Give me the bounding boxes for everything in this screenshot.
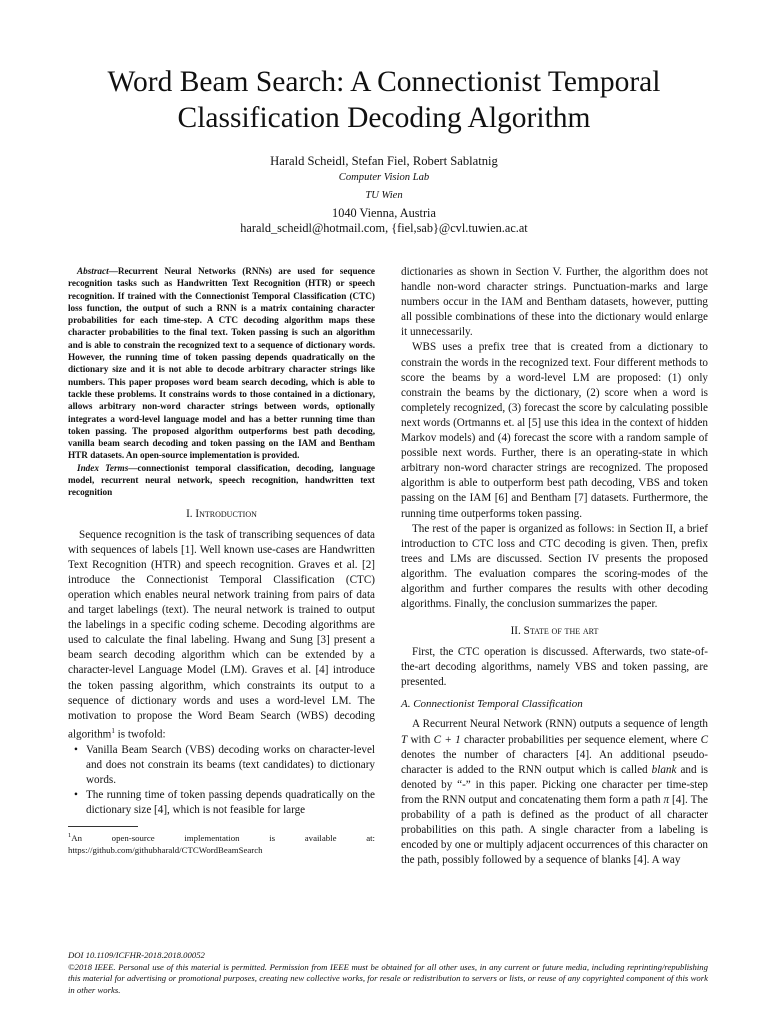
intro-text-end: is twofold: <box>114 728 166 741</box>
math-C: C <box>700 733 708 746</box>
affiliation-university: TU Wien <box>365 190 403 201</box>
address: 1040 Vienna, Austria <box>332 206 436 220</box>
text-span: denotes the number of characters [4]. An additional pseudo-character is added to the RNN output which is called <box>401 748 708 776</box>
abstract-text: —Recurrent Neural Networks (RNNs) are used for sequence recognition tasks such as Handwritten Text Recognition (HTR) or speech recognition. If trained with the Connectionist Temporal Classification (CTC) loss function, the output of such a RNN is a matrix containing character probabilities for each time-step. A CTC decoding algorithm maps these character probabilities to the final text. Token passing is such an algorithm and is able to constrain the recognized text to a sequence of dictionary words. However, the running time of token passing depends quadratically on the dictionary size and it is not able to decode arbitrary character strings like numbers. This paper proposes word beam search decoding, which is able to tackle these problems. It constrains words to those contained in a dictionary, allows arbitrary non-word character strings between words, optionally integrates a word-level language model and has a better running time than token passing. The proposed algorithm outperforms best path decoding, vanilla beam search decoding and token passing on the IAM and Bentham HTR datasets. An open-source implementation is provided. <box>68 266 375 461</box>
text-span: with <box>407 733 434 746</box>
copyright-notice: ©2018 IEEE. Personal use of this material is permitted. Permission from IEEE must be obtained for all other uses, in any current or future media, including reprinting/republishing this material for advertising or promotional purposes, creating new collective works, for resale or redistribution to servers or lists, or reuse of any copyrighted component of this work in other works. <box>68 962 708 995</box>
section-heading-state-of-the-art: II. State of the art <box>510 625 599 638</box>
abstract <box>68 265 375 462</box>
list-item: • Vanilla Beam Search (VBS) decoding works on character-level and does not constrain its beams (text candidates) to dictionary words. <box>86 743 375 788</box>
text-span: A Recurrent Neural Network (RNN) outputs a sequence of length <box>412 718 708 731</box>
paragraph: The rest of the paper is organized as follows: in Section II, a brief introduction to CTC loss and CTC decoding is given. Then, prefix trees and LMs are discussed. Section IV presents the proposed algorithm. The evaluation compares the scoring-modes of the algorithm and further compares the results with other decoding algorithms. Finally, the conclusion summarizes the paper. <box>401 522 708 611</box>
paragraph: dictionaries as shown in Section V. Further, the algorithm does not handle non-word character strings. Punctuation-marks and large numbers occur in the IAM and Bentham datasets, however, putting all possible combinations of these into the dictionary would enlarge it unnecessarily. <box>401 266 708 339</box>
title-line-1: Word Beam Search: A Connectionist Temporal <box>107 66 661 98</box>
list-item: • The running time of token passing depends quadratically on the dictionary size [4], which is not feasible for large <box>86 788 375 818</box>
paragraph: First, the CTC operation is discussed. Afterwards, two state-of-the-art decoding algorithms, namely VBS and token passing, are presented. <box>401 646 708 689</box>
footnote <box>68 830 375 856</box>
text-span: character probabilities per sequence element, where <box>460 733 701 746</box>
index-terms-label: Index Terms <box>77 462 129 473</box>
intro-paragraph <box>68 528 375 743</box>
abstract-label: Abstract <box>77 266 109 276</box>
footnote-text: An open-source implementation is available at: https://github.com/githubharald/CTCWordBeamSearch <box>68 833 375 855</box>
math-pi: π <box>663 793 670 806</box>
title-line-2: Classification Decoding Algorithm <box>177 102 591 134</box>
intro-text: Sequence recognition is the task of transcribing sequences of data with sequences of labels [1]. Well known use-cases are Handwritten Text Recognition (HTR) and speech recognition. Graves et al. [2] introduce the Connectionist Temporal Classification (CTC) operation which enables neural network training from pairs of data and target labelings (text). The neural network is trained to output the labelings in a specific coding scheme. Decoding algorithms are used to calculate the final labeling. Hwang and Sung [3] present a beam search decoding algorithm which can be extended by a character-level Language Model (LM). Graves et al. [4] introduce the token passing algorithm, which constraints its output to a sequence of dictionary words and uses a word-level LM. The motivation to propose the Word Beam Search (WBS) decoding algorithm <box>68 528 375 741</box>
subsection-heading-ctc: A. Connectionist Temporal Classification <box>401 698 583 711</box>
author-emails: harald_scheidl@hotmail.com, {fiel,sab}@cvl.tuwien.ac.at <box>240 221 528 235</box>
motivation-list <box>68 743 375 818</box>
text-span: and is denoted by “-” in this paper. Picking one character per time-step from the RNN output and concatenating them form a path <box>401 763 708 806</box>
paper-title <box>60 64 708 136</box>
right-column <box>401 265 708 868</box>
ctc-paragraph <box>401 717 708 868</box>
footnote-divider <box>68 826 138 827</box>
doi: DOI 10.1109/ICFHR-2018.2018.00052 <box>68 950 205 960</box>
footnote-mark: 1 <box>68 832 72 840</box>
index-terms <box>68 462 375 499</box>
left-column <box>68 265 375 856</box>
math-T: T <box>401 733 408 746</box>
term-blank: blank <box>651 763 677 776</box>
index-terms-text: —connectionist temporal classification, decoding, language model, recurrent neural network, speech recognition, handwritten text recognition <box>68 462 376 498</box>
authors: Harald Scheidl, Stefan Fiel, Robert Sablatnig <box>270 154 498 168</box>
footnote-ref: 1 <box>111 726 115 735</box>
affiliation-lab: Computer Vision Lab <box>338 172 430 183</box>
text-span: [4]. The probability of a path is defined as the product of all character probabilities on this path. A single character from a labeling is encoded by one or multiply adjacent occurrences of this character on the path, possibly followed by a sequence of blanks [4]. A way <box>401 793 708 867</box>
paragraph: WBS uses a prefix tree that is created from a dictionary to constrain the words in the recognized text. Four different methods to score the beams by a word-level LM are proposed: (1) only constrain the beams by the dictionary, (2) score when a word is completely recognized, (3) forecast the score by calculating possible next words (Ortmanns et. al [5] use this idea in the context of hidden Markov models) and (4) forecast the score with a random sample of possible next words. Further, there is an operating-state in which arbitrary non-word character strings are recognized. The proposed algorithm is able to outperform best path decoding, VBS and token passing on the IAM [6] and Bentham [7] datasets. Furthermore, the running time outperforms token passing. <box>401 341 708 520</box>
section-heading-introduction: I. Introduction <box>186 507 257 520</box>
math-C-plus-1: C + 1 <box>433 733 461 746</box>
